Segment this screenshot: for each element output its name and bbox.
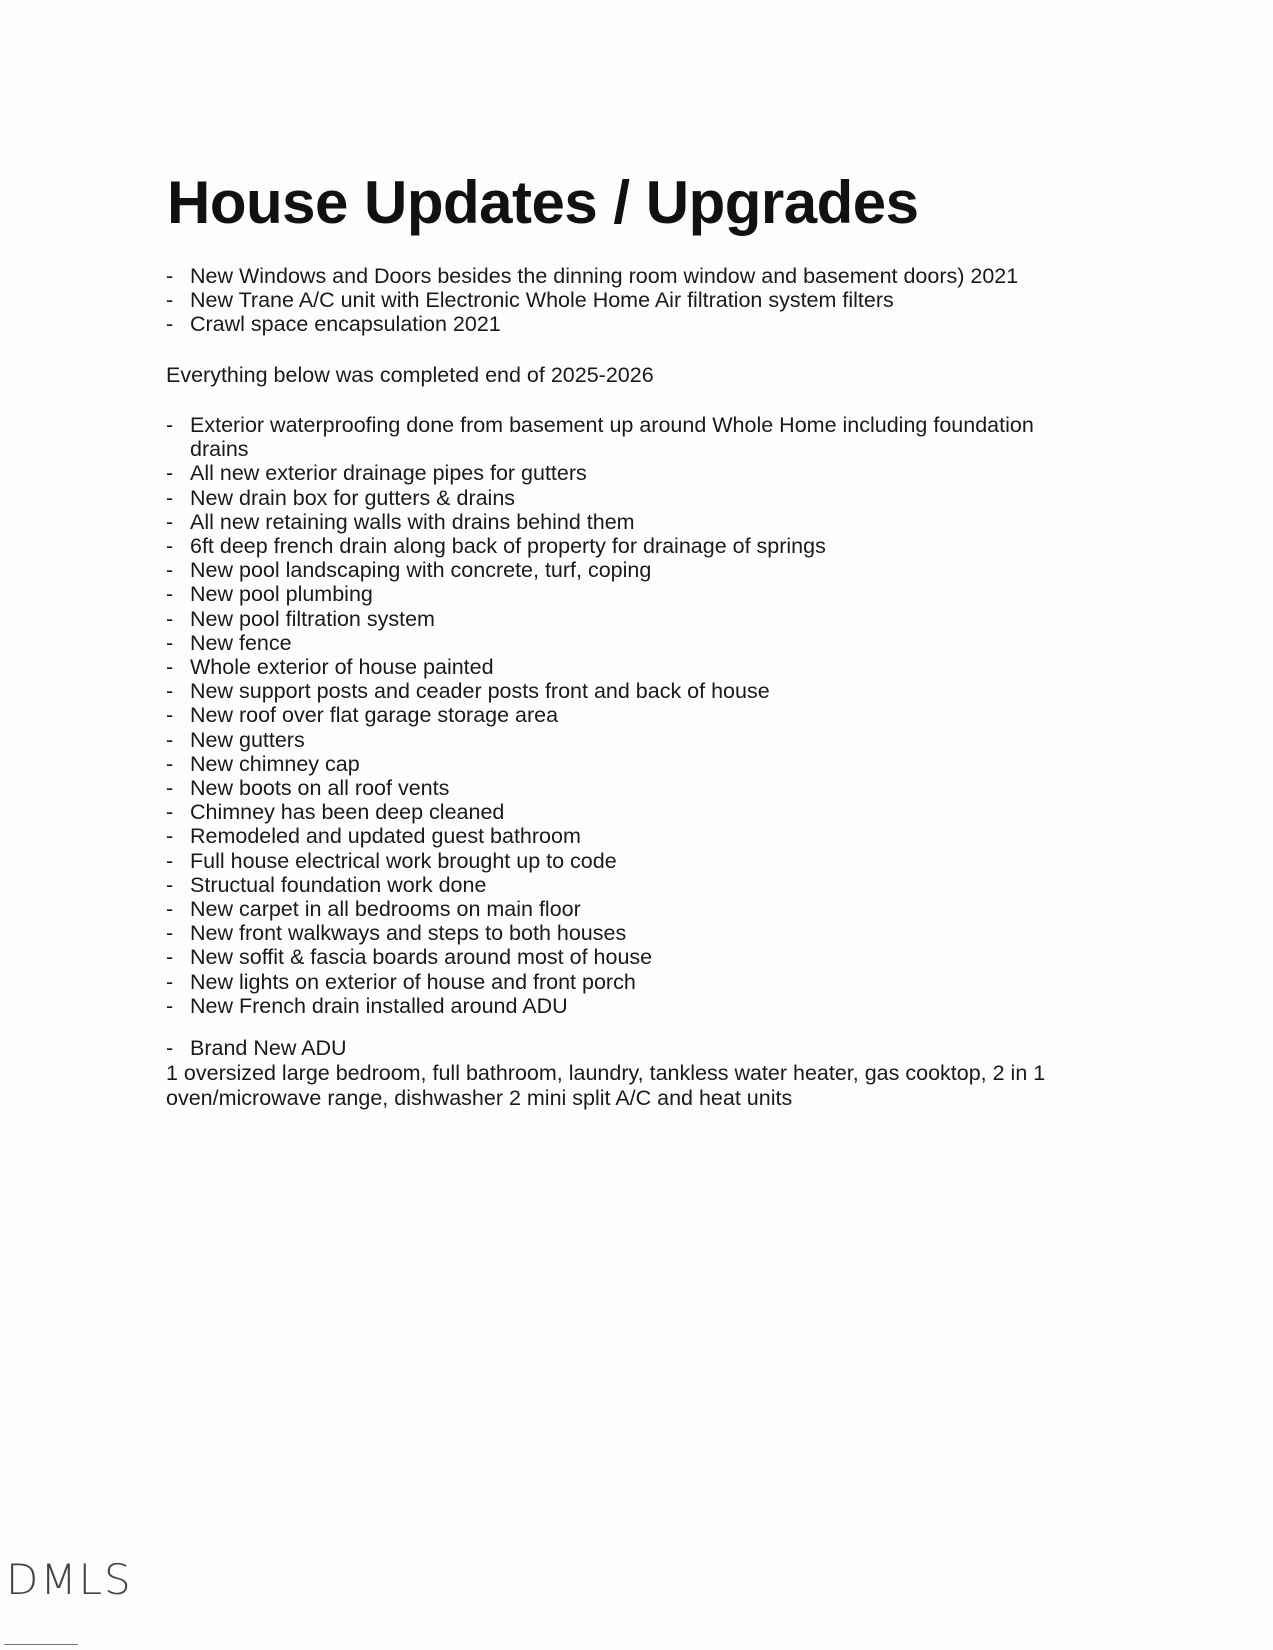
list-item (166, 945, 1096, 969)
list-item-text: New Windows and Doors besides the dinning room window and basement doors) 2021 (190, 264, 1019, 288)
early-updates-list (166, 264, 1096, 337)
list-item (166, 288, 1096, 312)
list-item-text: New chimney cap (190, 751, 360, 776)
list-item (166, 921, 1096, 945)
dash-bullet: - (166, 655, 174, 680)
list-item-text: All new exterior drainage pipes for gutters (190, 461, 587, 486)
list-item (166, 607, 1096, 631)
list-item-text: New pool landscaping with concrete, turf, coping (190, 558, 652, 583)
list-item (166, 461, 1096, 485)
dash-bullet: - (166, 848, 174, 873)
dash-bullet: - (166, 751, 174, 776)
list-item-text: Crawl space encapsulation 2021 (190, 312, 501, 337)
list-item (166, 824, 1096, 848)
page-title: House Updates / Upgrades (167, 169, 919, 236)
list-item (166, 413, 1096, 461)
watermark-divider (4, 1644, 78, 1645)
dash-bullet: - (166, 461, 174, 486)
list-item-text: Exterior waterproofing done from basement up around Whole Home including foundation drains (190, 413, 1034, 462)
list-item-text: New lights on exterior of house and front porch (190, 969, 636, 994)
dash-bullet: - (166, 534, 174, 559)
list-item-text: Remodeled and updated guest bathroom (190, 824, 581, 849)
list-item (166, 558, 1096, 582)
list-item-text: New pool plumbing (190, 582, 373, 607)
dash-bullet: - (166, 679, 174, 704)
list-item (166, 486, 1096, 510)
list-item (166, 873, 1096, 897)
dash-bullet: - (166, 800, 174, 825)
list-item-text: New Trane A/C unit with Electronic Whole Home Air filtration system filters (190, 288, 894, 313)
dash-bullet: - (166, 312, 174, 337)
dash-bullet: - (166, 945, 174, 970)
dash-bullet: - (166, 776, 174, 801)
list-item-text: Structual foundation work done (190, 872, 487, 897)
list-item (166, 631, 1096, 655)
dash-bullet: - (166, 413, 174, 437)
dmls-watermark-logo: DMLS (6, 1555, 133, 1604)
list-item (166, 264, 1096, 288)
list-item (166, 849, 1096, 873)
list-item (166, 312, 1096, 336)
dash-bullet: - (166, 824, 174, 849)
list-item-text: New front walkways and steps to both houses (190, 921, 627, 946)
list-item (166, 582, 1096, 606)
dash-bullet: - (166, 993, 174, 1018)
list-item (166, 800, 1096, 824)
dash-bullet: - (166, 703, 174, 728)
list-item-text: New fence (190, 630, 292, 655)
list-item-text: New pool filtration system (190, 606, 435, 631)
list-item-text: Full house electrical work brought up to code (190, 848, 617, 873)
list-item-text: Chimney has been deep cleaned (190, 800, 505, 825)
dash-bullet: - (166, 509, 174, 534)
adu-heading: Brand New ADU (190, 1036, 347, 1060)
list-item (166, 534, 1096, 558)
dash-bullet: - (166, 897, 174, 922)
list-item-text: Whole exterior of house painted (190, 655, 494, 680)
list-item-text: New French drain installed around ADU (190, 993, 568, 1018)
dash-bullet: - (166, 288, 174, 313)
list-item (166, 1036, 1096, 1060)
dash-bullet: - (166, 582, 174, 607)
dash-bullet: - (166, 606, 174, 631)
dash-bullet: - (166, 264, 174, 288)
list-item-text: New drain box for gutters & drains (190, 485, 516, 510)
dash-bullet: - (166, 921, 174, 946)
dash-bullet: - (166, 558, 174, 583)
dash-bullet: - (166, 630, 174, 655)
dash-bullet: - (166, 727, 174, 752)
list-item-text: 6ft deep french drain along back of property for drainage of springs (190, 534, 826, 559)
list-item-text: New support posts and ceader posts front and back of house (190, 679, 770, 704)
list-item (166, 752, 1096, 776)
dash-bullet: - (166, 485, 174, 510)
dash-bullet: - (166, 1036, 174, 1060)
adu-list (166, 1036, 1096, 1060)
list-item-text: All new retaining walls with drains behind them (190, 509, 635, 534)
list-item (166, 970, 1096, 994)
recent-updates-list (166, 413, 1096, 1018)
list-item (166, 897, 1096, 921)
list-item (166, 776, 1096, 800)
list-item (166, 728, 1096, 752)
adu-description: 1 oversized large bedroom, full bathroom, laundry, tankless water heater, gas cooktop, 2 in 1 oven/microwave range, dishwasher 2 mini split A/C and heat units (166, 1061, 1046, 1110)
list-item-text: New roof over flat garage storage area (190, 703, 559, 728)
dash-bullet: - (166, 872, 174, 897)
list-item (166, 679, 1096, 703)
list-item-text: New soffit & fascia boards around most of house (190, 945, 653, 970)
dash-bullet: - (166, 969, 174, 994)
list-item-text: New boots on all roof vents (190, 776, 450, 801)
list-item-text: New carpet in all bedrooms on main floor (190, 897, 581, 922)
list-item-text: New gutters (190, 727, 305, 752)
list-item (166, 510, 1096, 534)
list-item (166, 703, 1096, 727)
list-item (166, 655, 1096, 679)
completion-note: Everything below was completed end of 2025-2026 (166, 363, 654, 387)
list-item (166, 994, 1096, 1018)
